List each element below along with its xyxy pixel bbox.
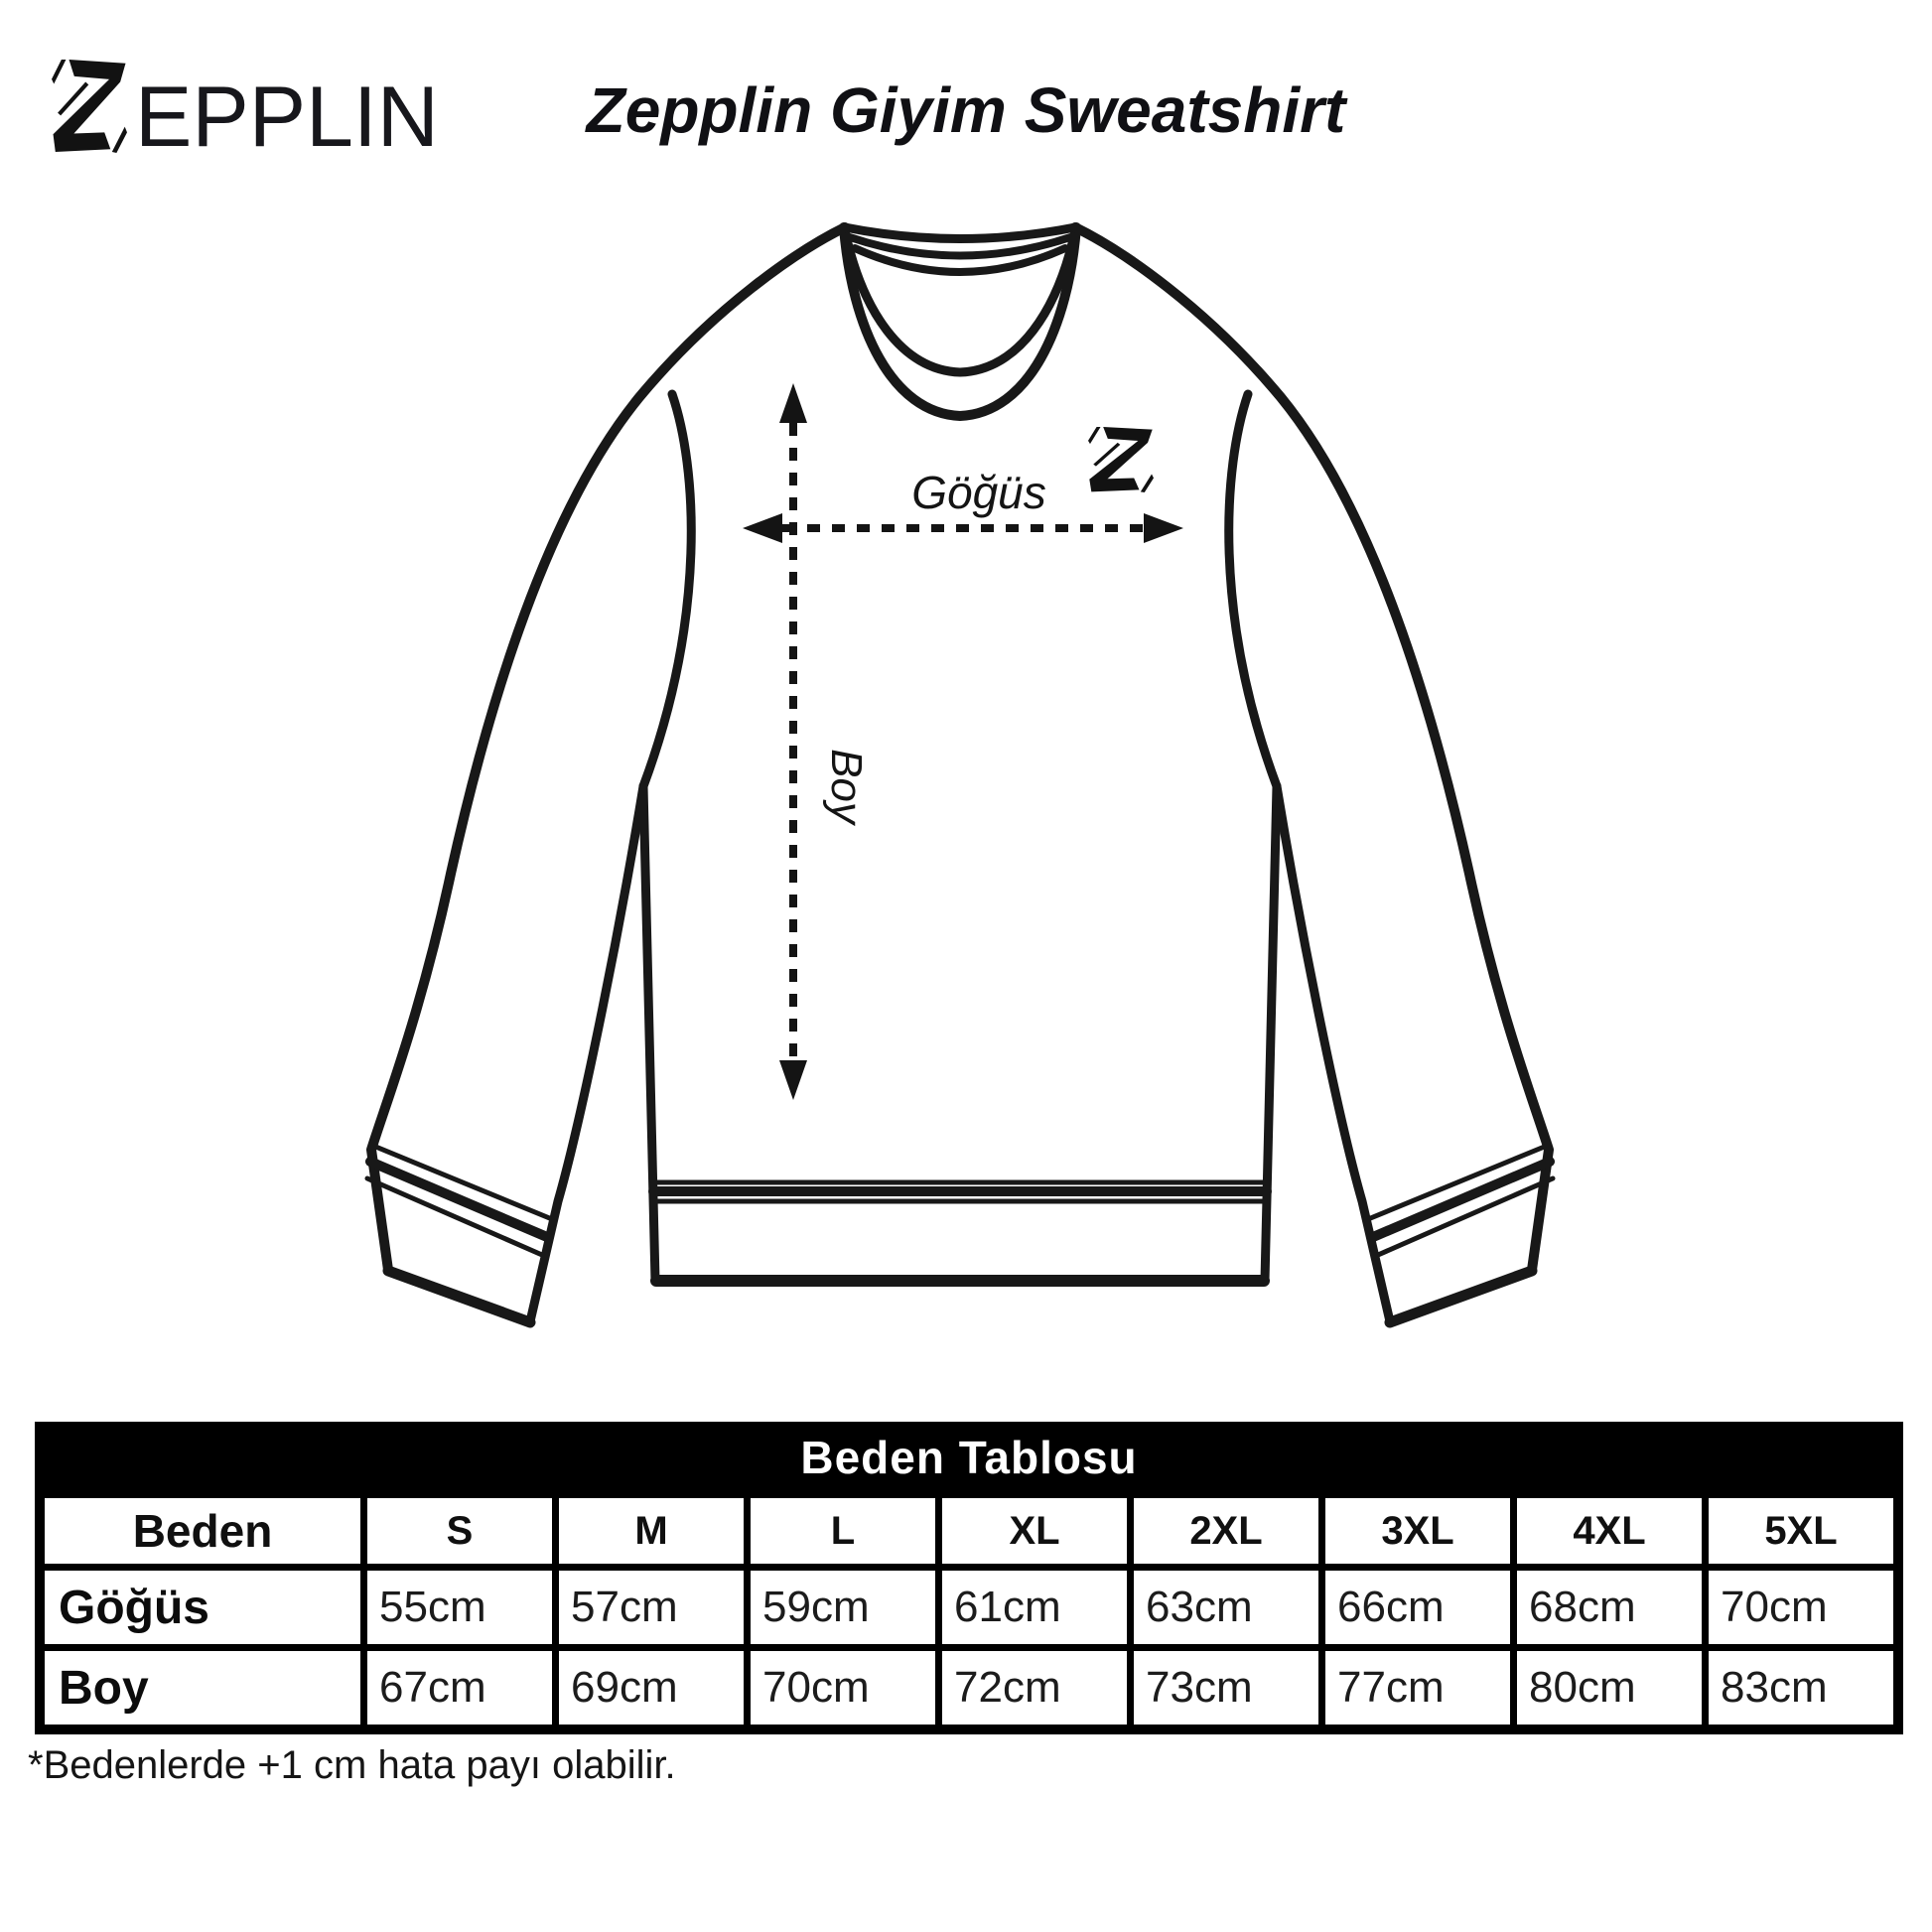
chest-value-4xl: 68cm	[1517, 1571, 1702, 1644]
column-header-l: L	[751, 1498, 935, 1564]
left-body-edge	[643, 786, 655, 1281]
title-product-part: Sweatshirt	[1024, 74, 1346, 146]
column-header-s: S	[367, 1498, 552, 1564]
chest-value-xl: 61cm	[942, 1571, 1127, 1644]
column-header-2xl: 2XL	[1134, 1498, 1318, 1564]
chest-value-5xl: 70cm	[1709, 1571, 1893, 1644]
page-title	[0, 73, 1932, 147]
size-table-grid	[38, 1491, 1900, 1731]
length-value-2xl: 73cm	[1134, 1651, 1318, 1725]
chest-value-3xl: 66cm	[1325, 1571, 1510, 1644]
chest-value-s: 55cm	[367, 1571, 552, 1644]
right-cuff-bottom-edge	[1390, 1271, 1532, 1322]
collar-top-edge	[845, 227, 1075, 239]
row-label-length: Boy	[45, 1651, 360, 1725]
arrow-left-icon	[743, 513, 782, 543]
chest-measure-label: Göğüs	[911, 467, 1046, 518]
column-header-beden: Beden	[45, 1498, 360, 1564]
right-body-edge	[1265, 786, 1277, 1281]
left-cuff-line	[370, 1162, 547, 1237]
length-value-3xl: 77cm	[1325, 1651, 1510, 1725]
column-header-5xl: 5XL	[1709, 1498, 1893, 1564]
size-table-header-row	[45, 1498, 1893, 1564]
length-value-l: 70cm	[751, 1651, 935, 1725]
table-row-chest	[45, 1571, 1893, 1644]
arrow-down-icon	[779, 1060, 807, 1100]
right-sleeve-outer-edge	[1075, 227, 1549, 1270]
length-measure-label: Boy	[822, 749, 871, 824]
size-table-title: Beden Tablosu	[800, 1432, 1138, 1483]
chest-value-2xl: 63cm	[1134, 1571, 1318, 1644]
table-row-length	[45, 1651, 1893, 1725]
length-value-m: 69cm	[559, 1651, 744, 1725]
right-armhole-seam	[1229, 394, 1277, 786]
length-value-xl: 72cm	[942, 1651, 1127, 1725]
column-header-3xl: 3XL	[1325, 1498, 1510, 1564]
row-label-chest: Göğüs	[45, 1571, 360, 1644]
length-value-4xl: 80cm	[1517, 1651, 1702, 1725]
arrow-right-icon	[1144, 513, 1183, 543]
sweatshirt-outline	[367, 227, 1553, 1322]
left-cuff-line	[367, 1178, 542, 1255]
length-value-s: 67cm	[367, 1651, 552, 1725]
left-armhole-seam	[643, 394, 691, 786]
left-sleeve-outer-edge	[371, 227, 845, 1270]
left-cuff-bottom-edge	[388, 1271, 530, 1322]
right-cuff-line	[1368, 1146, 1547, 1219]
size-tolerance-footnote: *Bedenlerde +1 cm hata payı olabilir.	[28, 1743, 676, 1787]
arrow-up-icon	[779, 383, 807, 423]
column-header-4xl: 4XL	[1517, 1498, 1702, 1564]
length-value-5xl: 83cm	[1709, 1651, 1893, 1725]
length-arrow	[779, 383, 807, 1100]
right-cuff-line	[1373, 1162, 1550, 1237]
column-header-m: M	[559, 1498, 744, 1564]
left-cuff-line	[373, 1146, 552, 1219]
column-header-xl: XL	[942, 1498, 1127, 1564]
right-cuff-line	[1378, 1178, 1553, 1255]
size-table	[35, 1422, 1903, 1734]
brand-wordmark: EPPLIN	[135, 69, 439, 165]
chest-value-l: 59cm	[751, 1571, 935, 1644]
chest-z-icon	[1088, 427, 1154, 492]
title-brand-part: Zepplin Giyim	[586, 74, 1007, 146]
chest-value-m: 57cm	[559, 1571, 744, 1644]
